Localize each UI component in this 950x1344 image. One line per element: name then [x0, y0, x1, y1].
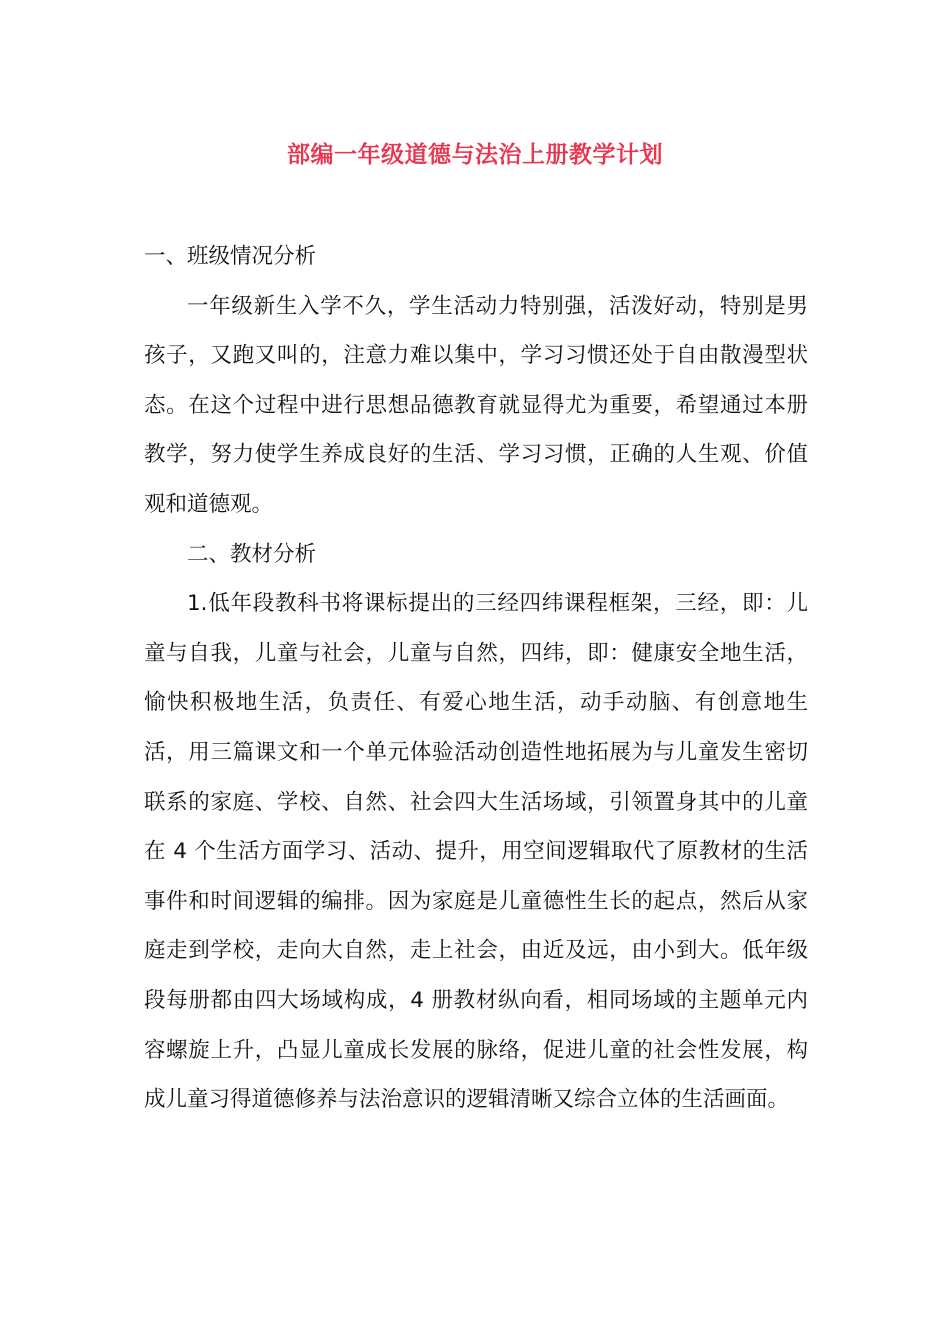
document-title: 部编一年级道德与法治上册教学计划: [287, 142, 663, 168]
paragraph-class-analysis: 一年级新生入学不久，学生活动力特别强，活泼好动，特别是男孩子，又跑又叫的，注意力难以集中，学习习惯还处于自由散漫型状态。在这个过程中进行思想品德教育就显得尤为重要，希望通过本册教学，努力使学生养成良好的生活、学习习惯，正确的人生观、价值观和道德观。: [144, 293, 808, 517]
section-heading-class-analysis: 一、班级情况分析: [144, 244, 317, 269]
paragraph-textbook-analysis: 1.低年段教科书将课标提出的三经四纬课程框架，三经，即：儿童与自我，儿童与社会，儿童与自然，四纬，即：健康安全地生活，愉快积极地生活，负责任、有爱心地生活，动手动脑、有创意地生活，用三篇课文和一个单元体验活动创造性地拓展为与儿童发生密切联系的家庭、学校、自然、社会四大生活场域，引领置身其中的儿童在 4 个生活方面学习、活动、提升，用空间逻辑取代了原教材的生活事件和时间逻辑的编排。因为家庭是儿童德性生长的起点，然后从家庭走到学校，走向大自然，走上社会，由近及远，由小到大。低年级段每册都由四大场域构成，4 册教材纵向看，相同场域的主题单元内容螺旋上升，凸显儿童成长发展的脉络，促进儿童的社会性发展，构成儿童习得道德修养与法治意识的逻辑清晰又综合立体的生活画面。: [144, 591, 808, 1113]
section-heading-textbook-analysis: 二、教材分析: [187, 541, 317, 567]
document-body: [144, 232, 808, 1125]
